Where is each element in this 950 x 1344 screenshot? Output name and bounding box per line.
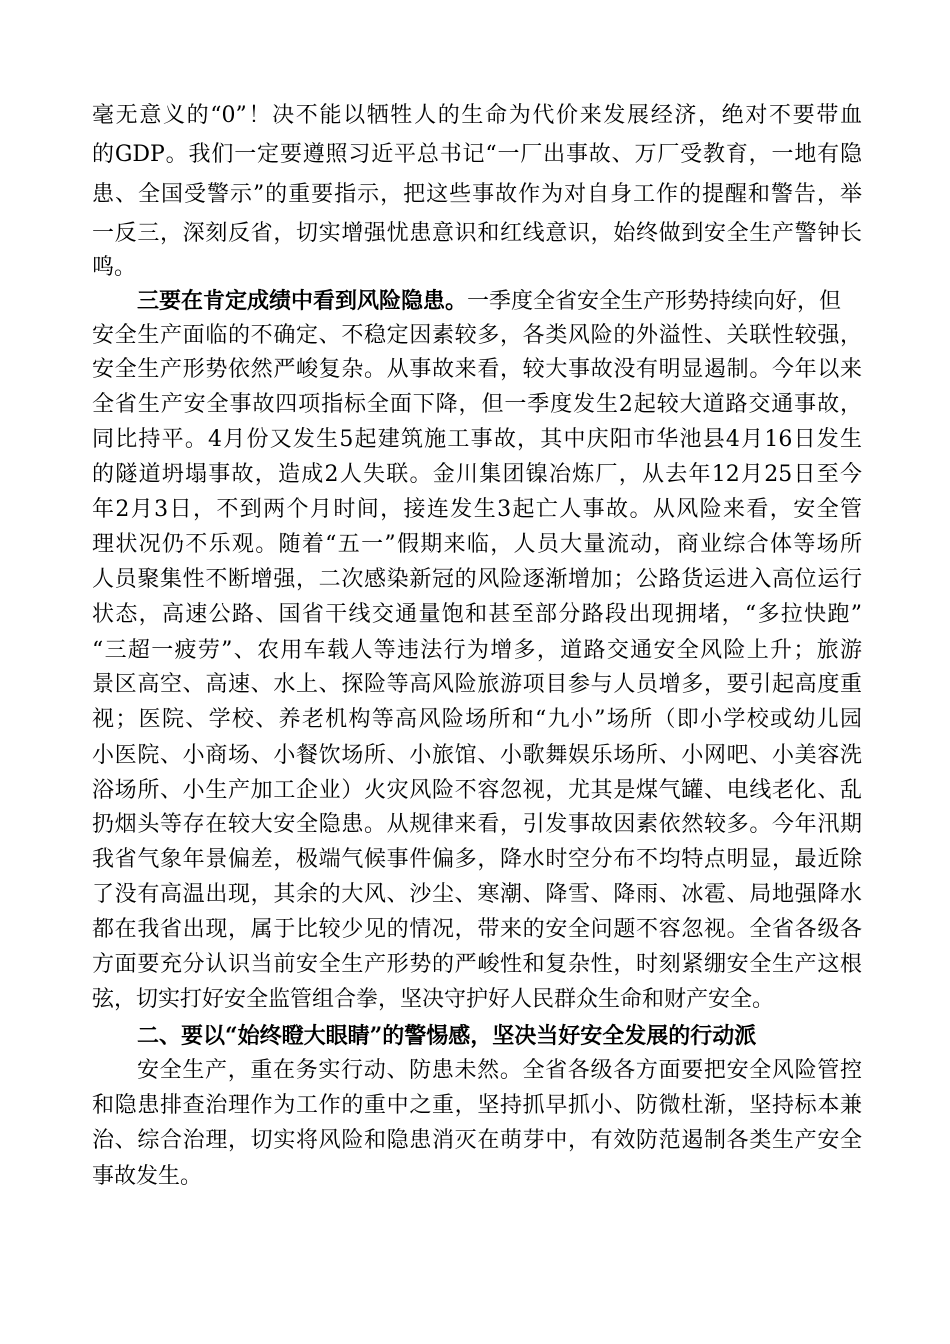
paragraph-line: 安全生产，重在务实行动、防患未然。全省各级各方面要把安全风险管控 xyxy=(137,1058,862,1083)
paragraph-line: “三超一疲劳”、农用车载人等违法行为增多，道路交通安全风险上升；旅游 xyxy=(92,638,862,663)
paragraph-line: 鸣。 xyxy=(92,255,137,280)
paragraph-line: 和隐患排查治理作为工作的重中之重，坚持抓早抓小、防微杜渐，坚持标本兼 xyxy=(92,1093,862,1118)
paragraph-line: 年2月3日，不到两个月时间，接连发生3起亡人事故。从风险来看，安全管 xyxy=(92,497,862,522)
section3-heading: 三要在肯定成绩中看到风险隐患。 xyxy=(137,288,468,314)
paragraph-line: 视；医院、学校、养老机构等高风险场所和“九小”场所（即小学校或幼儿园 xyxy=(92,707,862,732)
paragraph-line: 小医院、小商场、小餐饮场所、小旅馆、小歌舞娱乐场所、小网吧、小美容洗 xyxy=(92,743,862,768)
paragraph-line: 状态，高速公路、国省干线交通量饱和甚至部分路段出现拥堵，“多拉快跑” xyxy=(92,602,862,627)
paragraph-line: 一反三，深刻反省，切实增强忧患意识和红线意识，始终做到安全生产警钟长 xyxy=(92,221,862,246)
paragraph-line: 景区高空、高速、水上、探险等高风险旅游项目参与人员增多，要引起高度重 xyxy=(92,672,862,697)
section3-first-line xyxy=(137,288,862,314)
paragraph-line: 都在我省出现，属于比较少见的情况，带来的安全问题不容忽视。全省各级各 xyxy=(92,917,862,942)
paragraph-line: 理状况仍不乐观。随着“五一”假期来临，人员大量流动，商业综合体等场所 xyxy=(92,532,862,557)
paragraph-line: 我省气象年景偏差，极端气候事件偏多，降水时空分布不均特点明显，最近除 xyxy=(92,847,862,872)
paragraph-line: 人员聚集性不断增强，二次感染新冠的风险逐渐增加；公路货运进入高位运行 xyxy=(92,567,862,592)
paragraph-line: 浴场所、小生产加工企业）火灾风险不容忽视，尤其是煤气罐、电线老化、乱 xyxy=(92,778,862,803)
paragraph-line: 同比持平。4月份又发生5起建筑施工事故，其中庆阳市华池县4月16日发生 xyxy=(92,427,862,452)
paragraph-line: 的隧道坍塌事故，造成2人失联。金川集团镍冶炼厂，从去年12月25日至今 xyxy=(92,462,862,487)
paragraph-line: 扔烟头等存在较大安全隐患。从规律来看，引发事故因素依然较多。今年汛期 xyxy=(92,812,862,837)
paragraph-line: 事故发生。 xyxy=(92,1164,203,1189)
paragraph-line: 全省生产安全事故四项指标全面下降，但一季度发生2起较大道路交通事故， xyxy=(92,392,862,417)
paragraph-line: 治、综合治理，切实将风险和隐患消灭在萌芽中，有效防范遏制各类生产安全 xyxy=(92,1128,862,1153)
paragraph-line: 安全生产形势依然严峻复杂。从事故来看，较大事故没有明显遏制。今年以来 xyxy=(92,357,862,382)
section3-first-line-text: 一季度全省安全生产形势持续向好，但 xyxy=(467,289,842,314)
paragraph-line: 安全生产面临的不确定、不稳定因素较多，各类风险的外溢性、关联性较强， xyxy=(92,323,862,348)
paragraph-line: 毫无意义的“0”！决不能以牺牲人的生命为代价来发展经济，绝对不要带血 xyxy=(92,103,862,128)
paragraph-line: 弦，切实打好安全监管组合拳，坚决守护好人民群众生命和财产安全。 xyxy=(92,987,775,1012)
paragraph-line: 方面要充分认识当前安全生产形势的严峻性和复杂性，时刻紧绷安全生产这根 xyxy=(92,952,862,977)
paragraph-line: 患、全国受警示”的重要指示，把这些事故作为对自身工作的提醒和警告，举 xyxy=(92,182,862,207)
paragraph-line: 了没有高温出现，其余的大风、沙尘、寒潮、降雪、降雨、冰雹、局地强降水 xyxy=(92,882,862,907)
paragraph-line: 的GDP。我们一定要遵照习近平总书记“一厂出事故、万厂受教育，一地有隐 xyxy=(92,142,862,167)
section-two-heading: 二、要以“始终瞪大眼睛”的警惕感，坚决当好安全发展的行动派 xyxy=(137,1023,757,1049)
